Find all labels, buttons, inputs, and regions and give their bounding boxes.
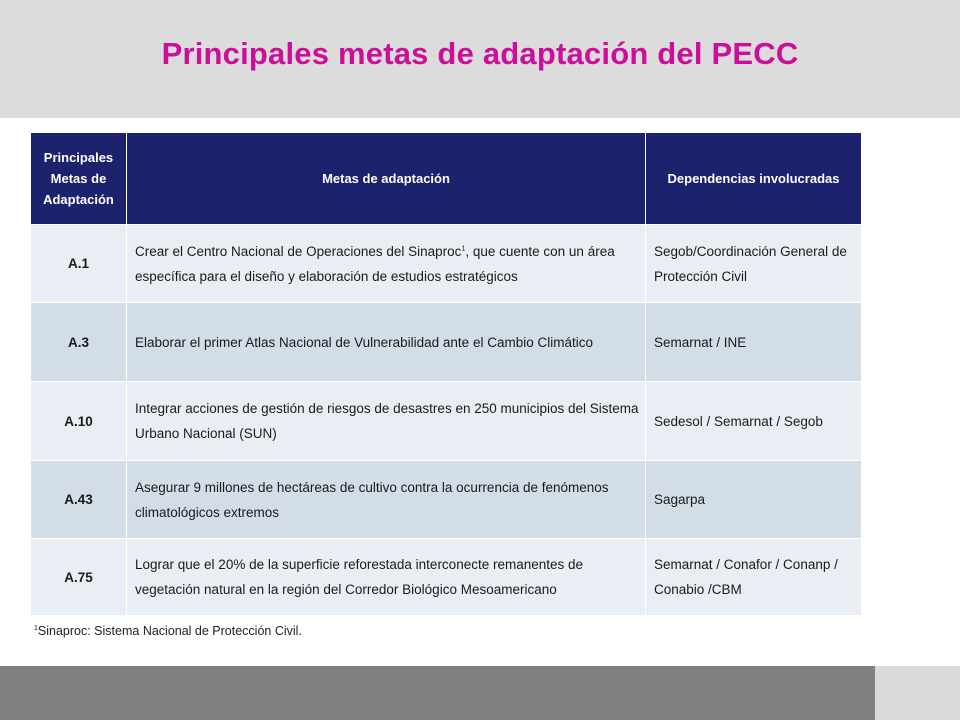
row-goal: Lograr que el 20% de la superficie reforestada interconecte remanentes de vegetación natural en la región del Corredor Biológico Mesoamericano	[127, 539, 646, 616]
row-dependencies: Semarnat / Conafor / Conanp / Conabio /CBM	[646, 539, 862, 616]
footnote	[34, 624, 302, 638]
table-row	[31, 539, 862, 616]
row-goal: Asegurar 9 millones de hectáreas de cultivo contra la ocurrencia de fenómenos climatológicos extremos	[127, 461, 646, 539]
footnote-marker: 1	[461, 245, 466, 252]
header-goal: Metas de adaptación	[127, 133, 646, 225]
row-dependencies: Sagarpa	[646, 461, 862, 539]
footnote-sup: 1	[34, 624, 38, 632]
row-goal: Crear el Centro Nacional de Operaciones del Sinaproc$^1$, que cuente con un área específica para el diseño y elaboración de estudios estratégicos	[127, 225, 646, 303]
title-band	[0, 0, 960, 118]
row-goal: Elaborar el primer Atlas Nacional de Vulnerabilidad ante el Cambio Climático	[127, 303, 646, 382]
row-goal: Integrar acciones de gestión de riesgos de desastres en 250 municipios del Sistema Urbano Nacional (SUN)	[127, 382, 646, 461]
footnote-text: Sinaproc: Sistema Nacional de Protección Civil.	[37, 624, 302, 638]
row-code: A.75	[31, 539, 127, 616]
row-code: A.3	[31, 303, 127, 382]
row-dependencies: Segob/Coordinación General de Protección Civil	[646, 225, 862, 303]
row-code: A.10	[31, 382, 127, 461]
right-strip-bottom	[875, 666, 960, 720]
table-header-row	[31, 133, 862, 225]
footer-bar	[0, 666, 875, 720]
row-code: A.1	[31, 225, 127, 303]
table-row	[31, 382, 862, 461]
header-dependencies: Dependencias involucradas	[646, 133, 862, 225]
table-row	[31, 461, 862, 539]
table-row	[31, 303, 862, 382]
row-dependencies: Semarnat / INE	[646, 303, 862, 382]
header-code: Principales Metas de Adaptación	[31, 133, 127, 225]
slide-title: Principales metas de adaptación del PECC	[161, 36, 799, 71]
right-strip	[875, 118, 960, 666]
row-code: A.43	[31, 461, 127, 539]
row-dependencies: Sedesol / Semarnat / Segob	[646, 382, 862, 461]
table-row	[31, 225, 862, 303]
adaptation-goals-table	[30, 132, 862, 616]
